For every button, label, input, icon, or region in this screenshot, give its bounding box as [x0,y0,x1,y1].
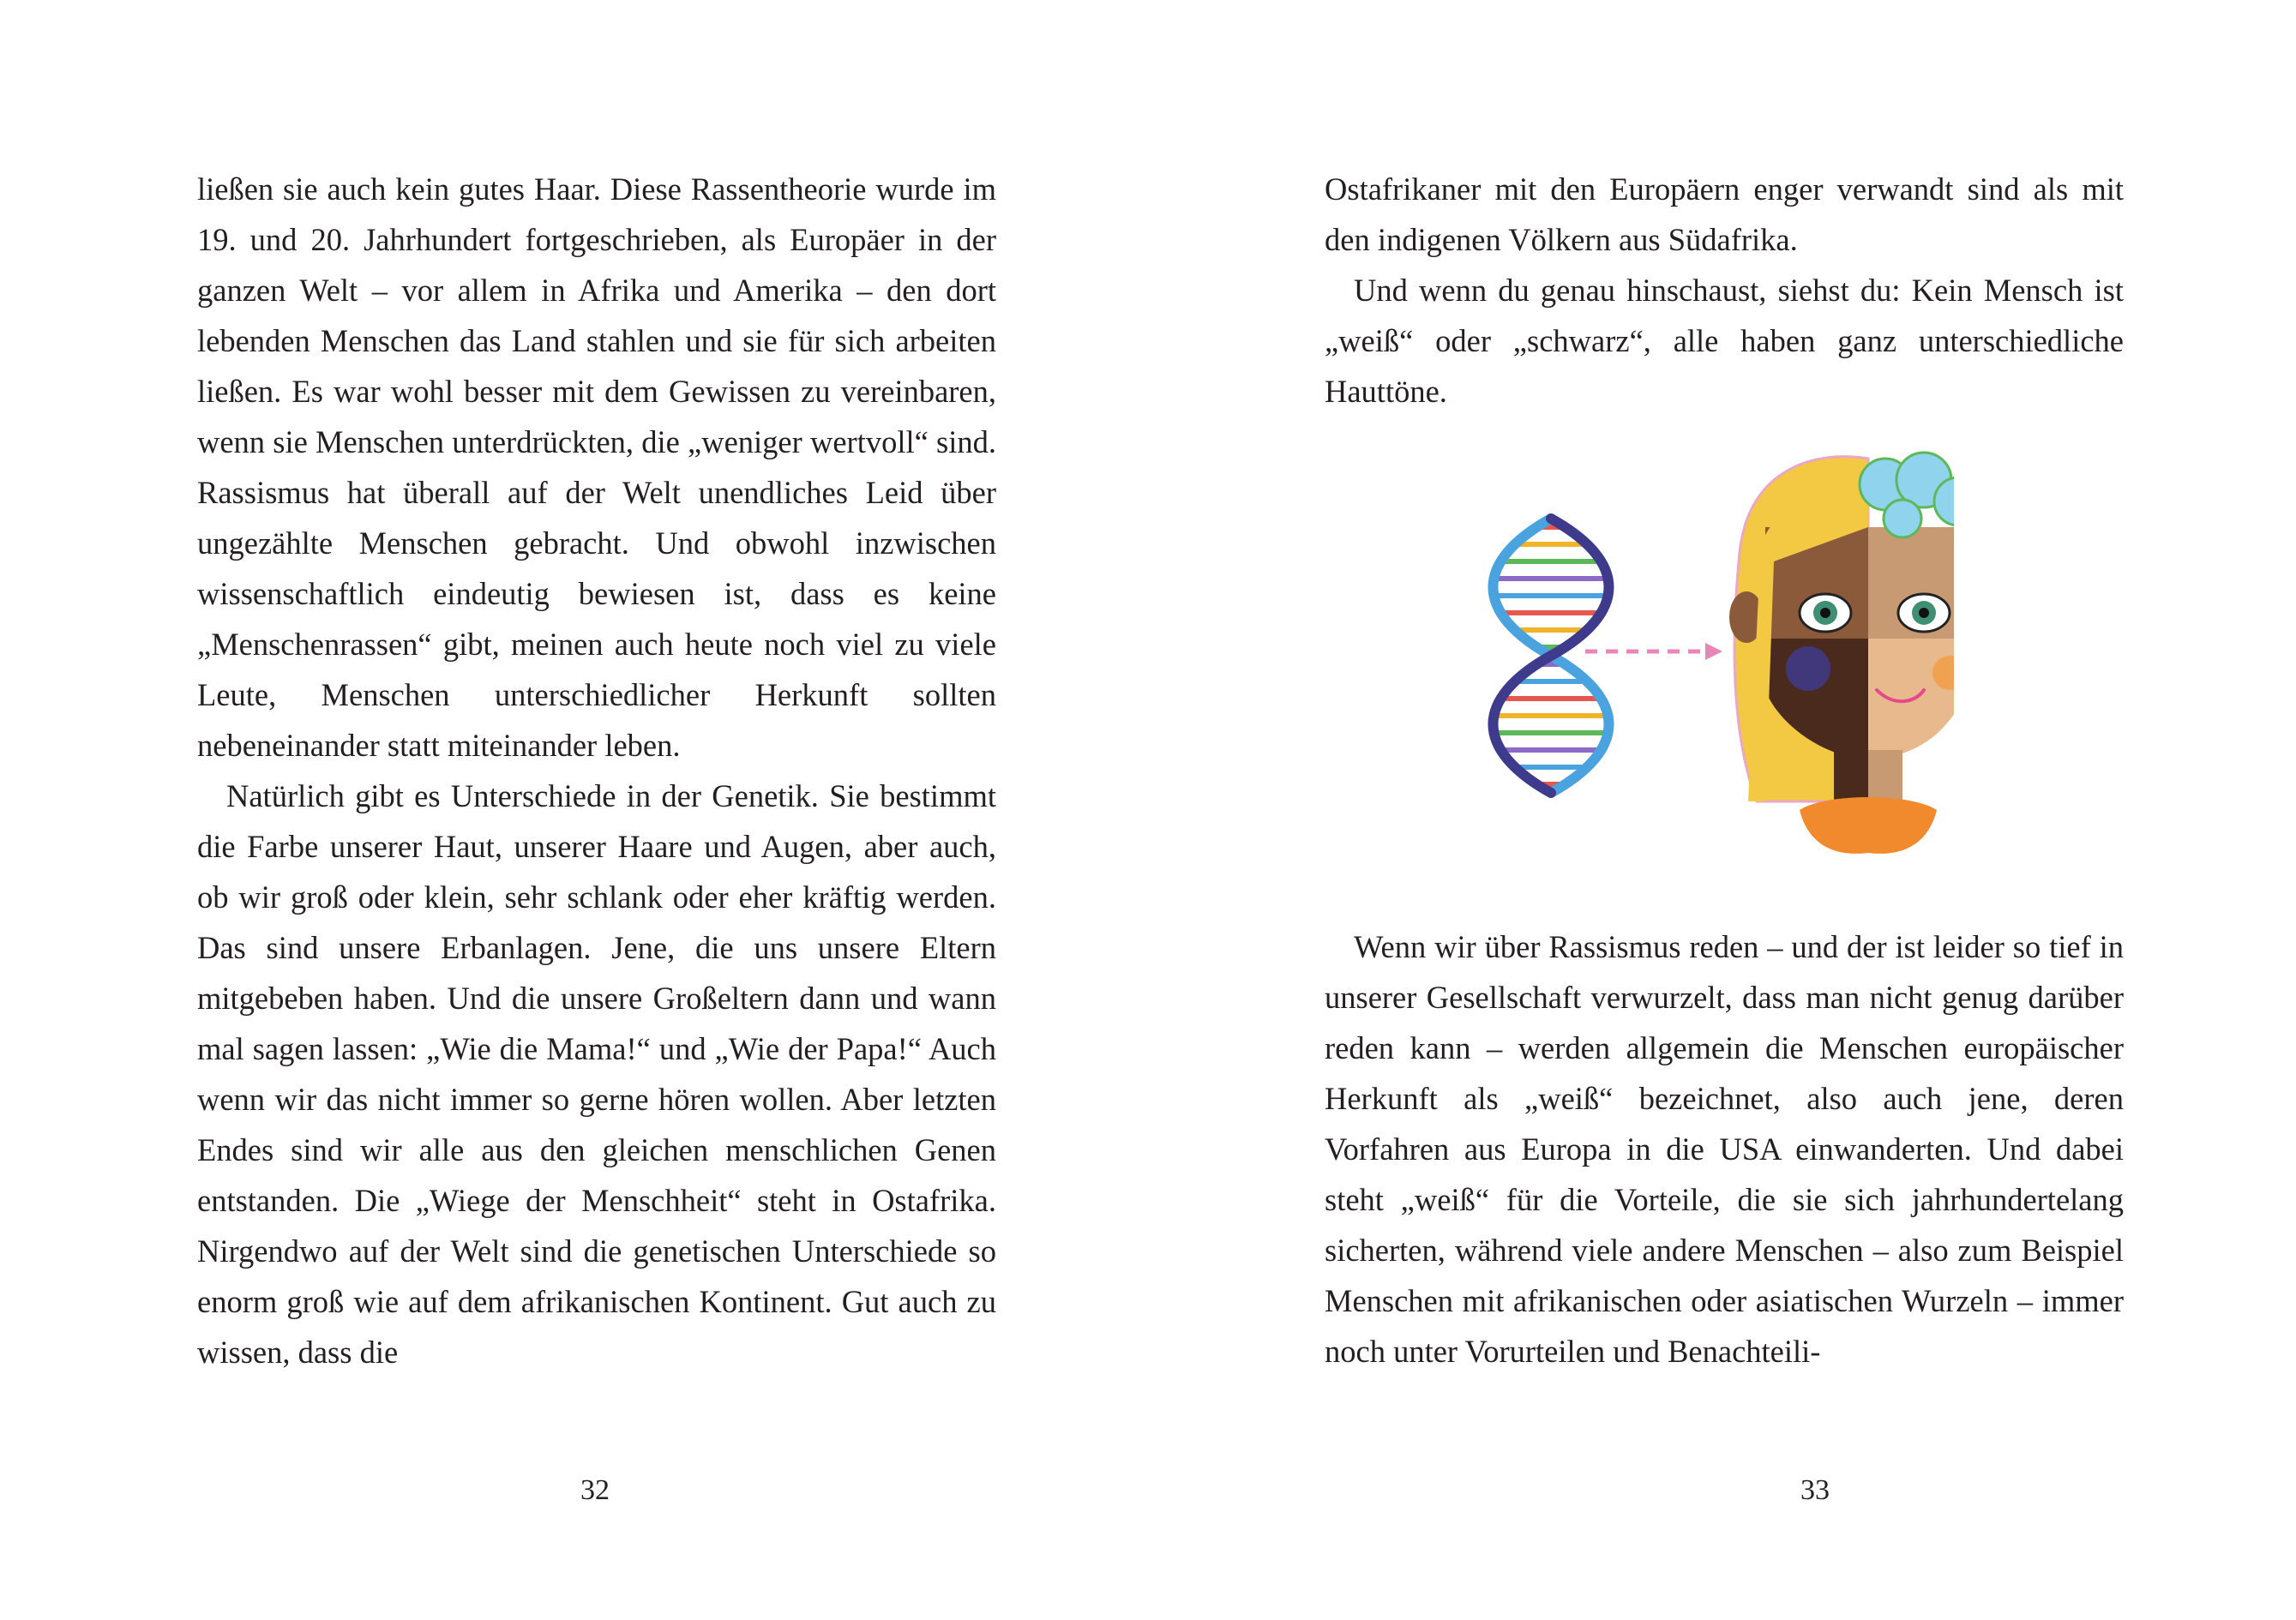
page-number: 33 [1800,1474,1830,1506]
left-page-text [197,164,996,1377]
half-and-half-face-icon [1729,453,1954,854]
right-page [1148,0,2296,1620]
paragraph: Ostafrikaner mit den Europäern enger verwandt sind als mit den indigenen Völkern aus Südafrika. [1325,171,2124,257]
dashed-arrow-icon [1585,643,1722,660]
dna-helix-icon [1494,519,1609,793]
right-page-text-bottom [1325,921,2124,1377]
paragraph: Wenn wir über Rassismus reden – und der ist leider so tief in unserer Gesellschaft verwurzelt, dass man nicht genug darüber reden kann – werden allgemein die Menschen europäischer Herkunft als „weiß“ bezeichnet, also auch jene, deren Vorfahren aus Europa in die USA einwanderten. Und dabei steht „weiß“ für die Vorteile, die sie sich jahrhundertelang sicherten, während viele andere Menschen – also zum Beispiel Menschen mit afrikanischen oder asiatischen Wurzeln – immer noch unter Vorurteilen und Benachteili- [1325,929,2124,1369]
paragraph: Und wenn du genau hinschaust, siehst du: Kein Mensch ist „weiß“ oder „schwarz“, alle haben ganz unterschiedliche Hauttöne. [1325,273,2124,409]
page-number: 32 [580,1474,610,1506]
dna-face-illustration [1422,433,1954,861]
paragraph: ließen sie auch kein gutes Haar. Diese Rassentheorie wurde im 19. und 20. Jahrhundert fortgeschrieben, als Europäer in der ganzen Welt – vor allem in Afrika und Amerika – den dort lebenden Menschen das Land stahlen und sie für sich arbeiten ließen. Es war wohl besser mit dem Gewissen zu vereinbaren, wenn sie Menschen unterdrückten, die „weniger wertvoll“ sind. Rassismus hat überall auf der Welt unendliches Leid über ungezählte Menschen gebracht. Und obwohl inzwischen wissenschaftlich eindeutig bewiesen ist, dass es keine „Menschenrassen“ gibt, meinen auch heute noch viel zu viele Leute, Menschen unterschiedlicher Herkunft sollten nebeneinander statt miteinander leben. [197,171,996,763]
paragraph: Natürlich gibt es Unterschiede in der Genetik. Sie bestimmt die Farbe unserer Haut, unserer Haare und Augen, aber auch, ob wir groß oder klein, sehr schlank oder eher kräftig werden. Das sind unsere Erbanlagen. Jene, die uns unsere Eltern mitgebeben haben. Und die unsere Großeltern dann und wann mal sagen lassen: „Wie die Mama!“ und „Wie der Papa!“ Auch wenn wir das nicht immer so gerne hören wollen. Aber letzten Endes sind wir alle aus den gleichen menschlichen Genen entstanden. Die „Wiege der Menschheit“ steht in Ostafrika. Nirgendwo auf der Welt sind die genetischen Unterschiede so enorm groß wie auf dem afrikanischen Kontinent. Gut auch zu wissen, dass die [197,778,996,1370]
right-page-text-top [1325,164,2124,417]
